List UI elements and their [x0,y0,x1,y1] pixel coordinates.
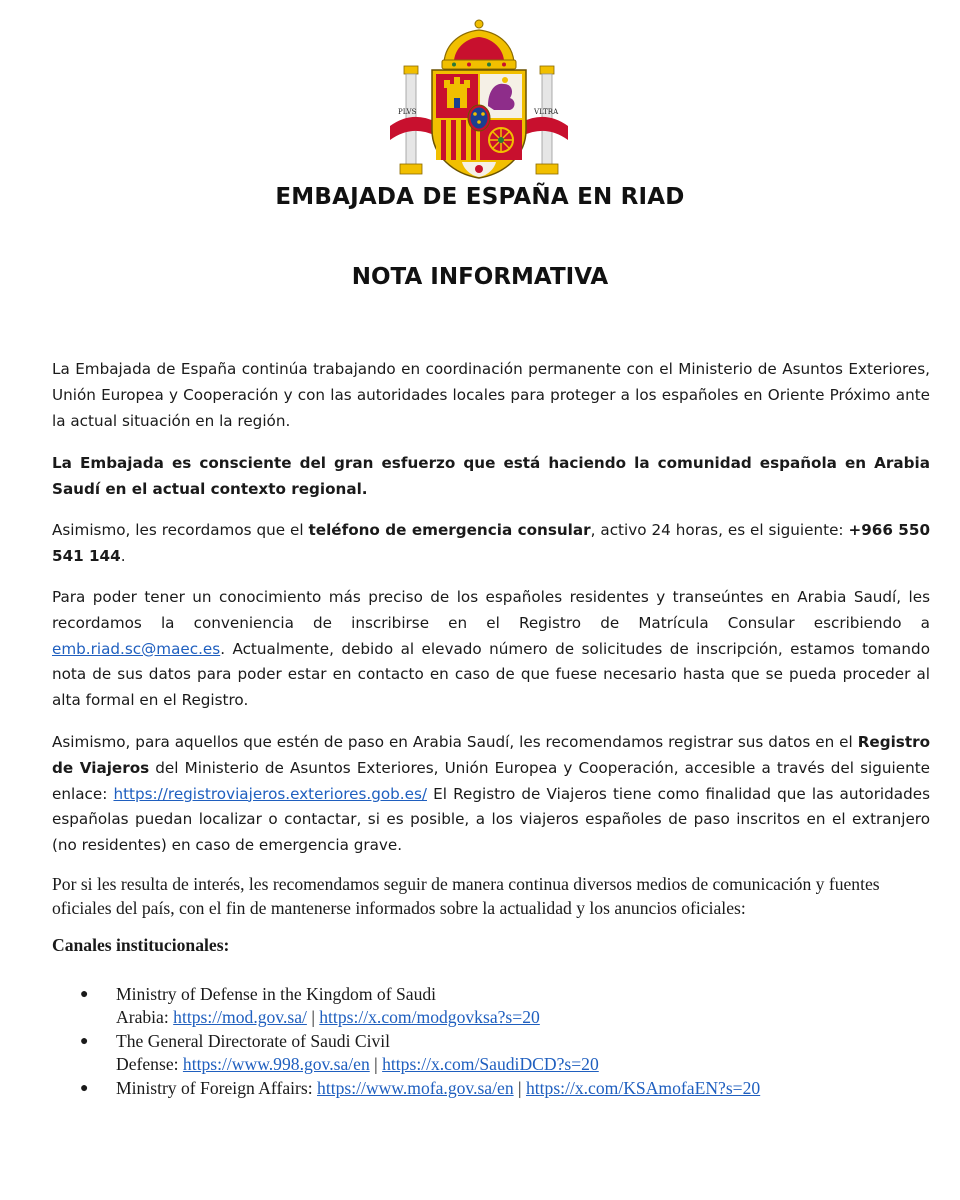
civil-defense-x-link[interactable]: https://x.com/SaudiDCD?s=20 [382,1054,599,1075]
bullet-icon: ● [80,1033,89,1049]
mod-website-link[interactable]: https://mod.gov.sa/ [173,1007,307,1028]
shield-icon [432,70,526,178]
list-item [80,1077,900,1100]
text-segment: , activo 24 horas, es el siguiente: [590,521,849,539]
text-segment: Asimismo, para aquellos que estén de paso en Arabia Saudí, les recomendamos registrar sus datos en el [52,733,858,751]
civil-defense-website-link[interactable]: https://www.998.gov.sa/en [182,1054,370,1075]
note-subtitle: NOTA INFORMATIVA [351,264,609,290]
paragraph-coordination: La Embajada de España continúa trabajando en coordinación permanente con el Ministerio de Asuntos Exteriores, Unión Europea y Cooperación y con las autoridades locales para proteger a los españoles en Oriente Próximo ante la actual situación en la región. [52,360,930,430]
separator: | [518,1077,522,1098]
separator: | [311,1007,315,1028]
travelers-registry-label: Registro de Viajeros [52,733,930,777]
crown-icon [442,20,516,69]
text-segment: . Actualmente, debido al elevado número de solicitudes de inscripción, estamos tomando nota de sus datos para poder estar en contacto en caso de que fuese necesario hasta que se pueda proceder al alta formal en el Registro. [52,639,930,710]
spain-coat-of-arms-emblem [384,14,574,182]
mod-x-link[interactable]: https://x.com/modgovksa?s=20 [319,1007,540,1028]
left-pillar-icon [390,66,436,174]
paragraph-consular-registry [52,585,930,714]
emergency-phone-number: +966 550 541 144 [52,521,931,565]
channel-name-cont: Defense: [116,1054,183,1075]
emergency-phone-label: teléfono de emergencia consular [308,521,591,539]
text-segment: El Registro de Viajeros tiene como finalidad que las autoridades españolas puedan localizar o contactar, si es posible, a los viajeros españoles de paso inscritos en el extranjero (no residentes) en caso de emergencia grave. [52,784,930,855]
bullet-icon: ● [80,987,89,1002]
list-item [80,1030,900,1077]
channel-name-cont: Arabia: [116,1007,174,1028]
paragraph-emergency-phone [52,518,930,570]
right-pillar-icon [522,66,568,174]
text-segment: del Ministerio de Asuntos Exteriores, Unión Europea y Cooperación, accesible a través del siguiente enlace: [52,758,930,803]
text-segment: . [120,546,126,565]
bullet-icon: ● [80,1080,89,1096]
channel-name: Ministry of Foreign Affairs: [116,1077,318,1098]
paragraph-community-effort: La Embajada es consciente del gran esfuerzo que está haciendo la comunidad española en Arabia Saudí en el actual contexto regional. [52,454,930,498]
travelers-registry-link[interactable]: https://registroviajeros.exteriores.gob.es/ [113,784,427,803]
paragraph-travelers-registry [52,730,930,859]
text-segment: Asimismo, les recordamos que el [52,521,309,539]
channel-name: The General Directorate of Saudi Civil [116,1030,391,1051]
channels-list [80,983,900,1100]
channel-name: Ministry of Defense in the Kingdom of Saudi [116,984,437,1004]
embassy-email-link[interactable]: emb.riad.sc@maec.es [52,639,221,658]
list-item [80,983,900,1030]
separator: | [374,1054,378,1075]
channels-heading: Canales institucionales: [52,935,230,955]
emblem-motto-left: PLVS [398,108,417,116]
mofa-website-link[interactable]: https://www.mofa.gov.sa/en [317,1077,514,1098]
mofa-x-link[interactable]: https://x.com/KSAmofaEN?s=20 [525,1077,761,1098]
embassy-title: EMBAJADA DE ESPAÑA EN RIAD [275,184,685,210]
text-segment: Para poder tener un conocimiento más preciso de los españoles residentes y transeúntes en Arabia Saudí, les recordamos la conveniencia de inscribirse en el Registro de Matrícula Consular escribiendo a [52,588,930,632]
emblem-motto-right: VLTRA [534,108,559,116]
paragraph-official-sources: Por si les resulta de interés, les recomendamos seguir de manera continua diversos medios de comunicación y fuentes oficiales del país, con el fin de mantenerse informados sobre la actualidad y los anuncios oficiales: [52,874,880,918]
